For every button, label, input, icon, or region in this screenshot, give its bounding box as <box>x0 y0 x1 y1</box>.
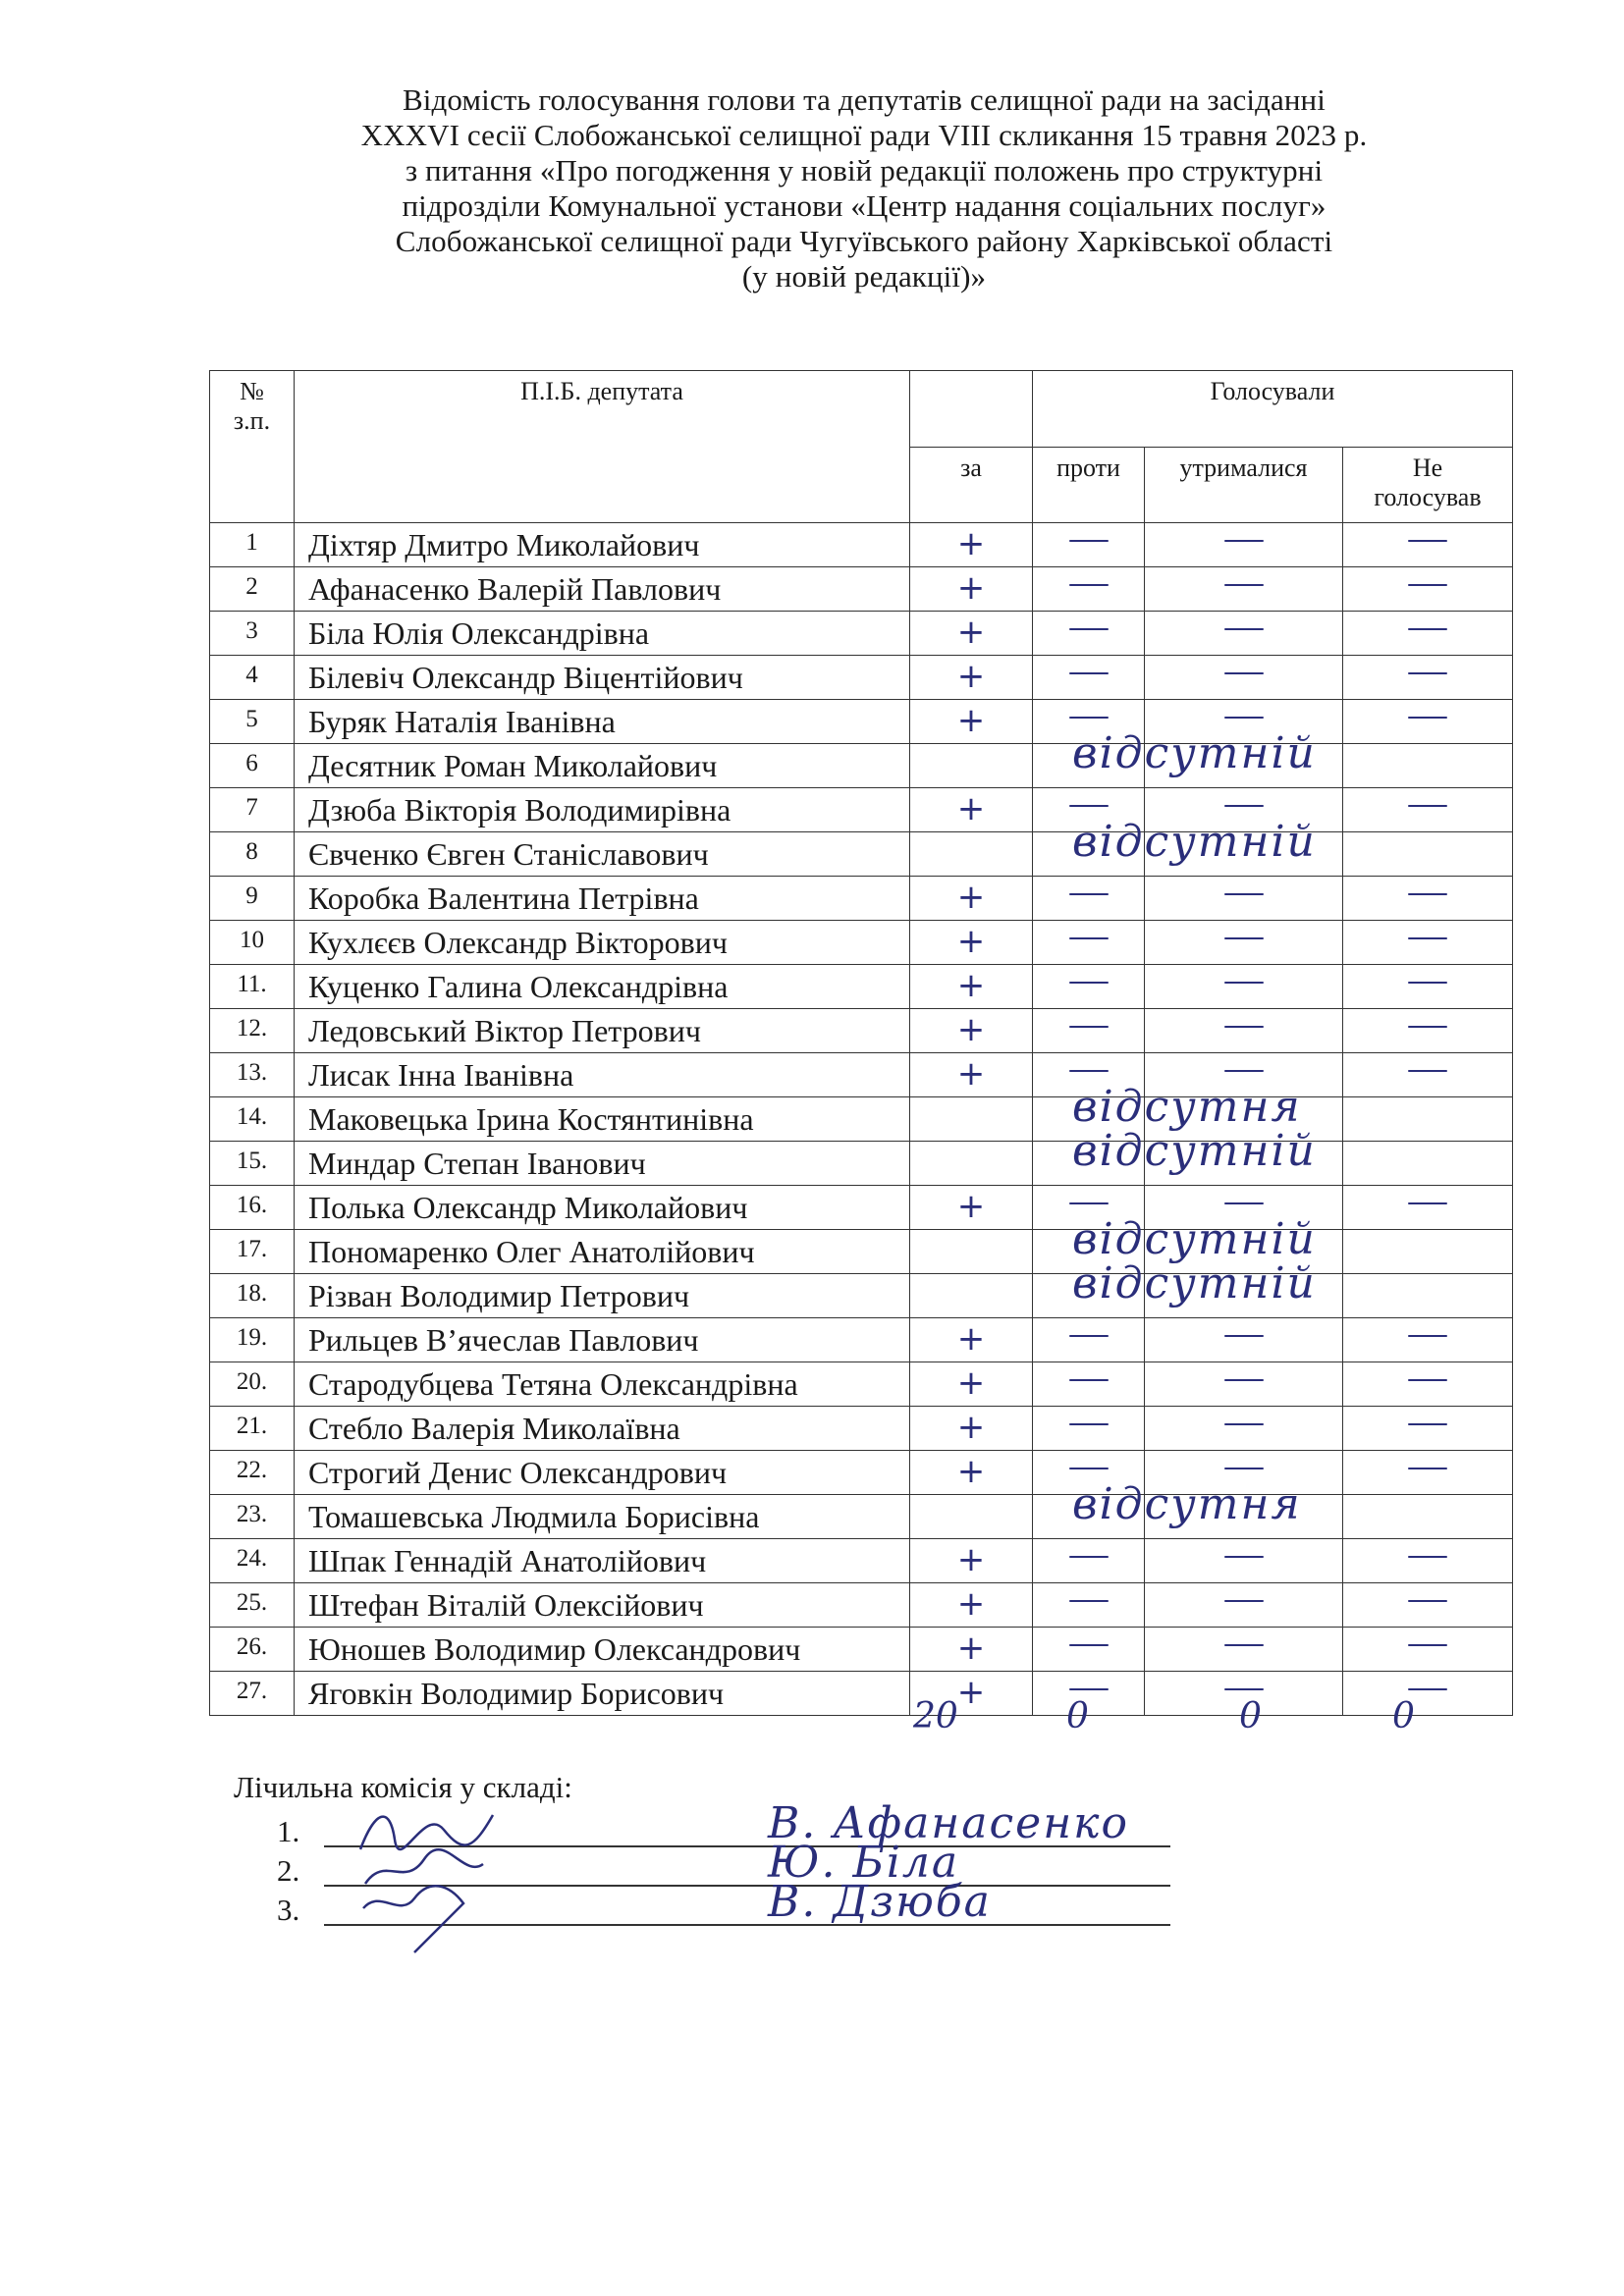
vote-abstained-cell <box>1145 1407 1343 1451</box>
row-number: 8 <box>210 832 295 877</box>
dash-mark <box>1069 1379 1109 1381</box>
vote-not-voted-cell <box>1343 1407 1513 1451</box>
deputy-name: Біла Юлія Олександрівна <box>295 612 910 656</box>
dash-mark <box>1224 1688 1264 1690</box>
deputy-name: Юношев Володимир Олександрович <box>295 1628 910 1672</box>
vote-against-cell <box>1033 1479 1302 1539</box>
dash-mark <box>1224 672 1264 674</box>
plus-mark: + <box>956 1452 986 1491</box>
vote-for-cell <box>910 788 1033 832</box>
deputy-name: Штефан Віталій Олексійович <box>295 1583 910 1628</box>
dash-mark <box>1069 1600 1109 1602</box>
dash-mark <box>1408 1468 1447 1469</box>
table-row <box>210 1628 1513 1672</box>
table-row <box>210 877 1513 921</box>
dash-mark <box>1224 717 1264 719</box>
vote-not-voted-cell <box>1343 700 1513 744</box>
vote-abstained-cell <box>1145 1628 1343 1672</box>
vote-not-voted-cell <box>1343 1583 1513 1628</box>
vote-for-cell <box>910 877 1033 921</box>
plus-mark: + <box>956 524 986 563</box>
dash-mark <box>1408 1070 1447 1072</box>
vote-for-cell <box>910 1407 1033 1451</box>
vote-not-voted-cell <box>1343 1274 1513 1318</box>
vote-for-cell <box>910 1186 1033 1230</box>
title-line-4: підрозділи Комунальної установи «Центр надання соціальних послуг» <box>402 188 1326 223</box>
row-number: 7 <box>210 788 295 832</box>
vote-abstained-cell <box>1145 1495 1343 1539</box>
vote-abstained-cell <box>1145 744 1343 788</box>
vote-for-cell <box>910 1628 1033 1672</box>
dash-mark <box>1069 1335 1109 1337</box>
deputy-name: Десятник Роман Миколайович <box>295 744 910 788</box>
absent-mark: відсутній <box>1072 1126 1317 1176</box>
row-number: 18. <box>210 1274 295 1318</box>
table-row <box>210 1451 1513 1495</box>
table-row <box>210 656 1513 700</box>
dash-mark <box>1224 1070 1264 1072</box>
vote-abstained-cell <box>1145 877 1343 921</box>
table-row <box>210 788 1513 832</box>
vote-for-cell <box>910 656 1033 700</box>
plus-mark: + <box>956 1010 986 1049</box>
row-number: 3 <box>210 612 295 656</box>
absent-mark: відсутній <box>1072 1258 1317 1308</box>
commission-member-name: Ю. Біла <box>768 1838 960 1888</box>
vote-not-voted-cell <box>1343 744 1513 788</box>
dash-mark <box>1408 628 1447 630</box>
header-against: проти <box>1033 448 1145 523</box>
vote-for-cell <box>910 1583 1033 1628</box>
total-for: 20 <box>913 1696 958 1736</box>
plus-mark: + <box>956 1673 986 1712</box>
vote-against-cell <box>1033 1628 1145 1672</box>
deputy-name: Рильцев В’ячеслав Павлович <box>295 1318 910 1362</box>
table-row <box>210 1274 1513 1318</box>
vote-not-voted-cell <box>1343 1672 1513 1716</box>
commission-num: 1. <box>277 1814 300 1848</box>
table-row <box>210 832 1513 877</box>
row-number: 22. <box>210 1451 295 1495</box>
vote-not-voted-cell <box>1343 1318 1513 1362</box>
plus-mark: + <box>956 878 986 917</box>
vote-against-cell <box>1033 1539 1145 1583</box>
row-number: 17. <box>210 1230 295 1274</box>
title-line-3: з питання «Про погодження у новій редакції положень про структурні <box>405 153 1324 187</box>
plus-mark: + <box>956 922 986 961</box>
vote-for-cell <box>910 1362 1033 1407</box>
deputy-name: Лисак Інна Іванівна <box>295 1053 910 1097</box>
vote-for-cell <box>910 965 1033 1009</box>
vote-not-voted-cell <box>1343 523 1513 567</box>
row-number: 13. <box>210 1053 295 1097</box>
row-number: 21. <box>210 1407 295 1451</box>
deputy-name: Буряк Наталія Іванівна <box>295 700 910 744</box>
row-number: 6 <box>210 744 295 788</box>
vote-for-cell <box>910 1495 1033 1539</box>
deputy-name: Томашевська Людмила Борисівна <box>295 1495 910 1539</box>
vote-not-voted-cell <box>1343 567 1513 612</box>
table-row <box>210 567 1513 612</box>
table-row <box>210 921 1513 965</box>
row-number: 20. <box>210 1362 295 1407</box>
vote-abstained-cell <box>1145 1142 1343 1186</box>
vote-against-cell <box>1033 1583 1145 1628</box>
absent-mark: відсутній <box>1072 817 1317 867</box>
table-row <box>210 700 1513 744</box>
vote-not-voted-cell <box>1343 1230 1513 1274</box>
vote-not-voted-cell <box>1343 1362 1513 1407</box>
vote-abstained-cell <box>1145 1539 1343 1583</box>
vote-for-cell <box>910 1274 1033 1318</box>
vote-for-cell <box>910 1097 1033 1142</box>
absent-mark: відсутня <box>1072 1479 1302 1529</box>
plus-mark: + <box>956 568 986 608</box>
vote-abstained-cell <box>1145 1318 1343 1362</box>
row-number: 9 <box>210 877 295 921</box>
table-row <box>210 612 1513 656</box>
dash-mark <box>1069 982 1109 984</box>
dash-mark <box>1408 1202 1447 1204</box>
table-row <box>210 1230 1513 1274</box>
absent-mark: відсутній <box>1072 728 1317 778</box>
vote-abstained-cell <box>1145 612 1343 656</box>
dash-mark <box>1069 1556 1109 1558</box>
title-line-2: XXXVI сесії Слобожанської селищної ради VIII скликання 15 травня 2023 р. <box>360 118 1368 152</box>
absent-mark: відсутня <box>1072 1082 1302 1132</box>
table-row <box>210 1539 1513 1583</box>
vote-abstained-cell <box>1145 1583 1343 1628</box>
dash-mark <box>1224 540 1264 542</box>
dash-mark <box>1224 893 1264 895</box>
dash-mark <box>1069 893 1109 895</box>
dash-mark <box>1224 1202 1264 1204</box>
vote-against-cell <box>1033 877 1145 921</box>
deputy-name: Маковецька Ірина Костянтинівна <box>295 1097 910 1142</box>
table-row <box>210 965 1513 1009</box>
total-against: 0 <box>1066 1696 1089 1736</box>
vote-against-cell <box>1033 921 1145 965</box>
deputy-name: Строгий Денис Олександрович <box>295 1451 910 1495</box>
plus-mark: + <box>956 613 986 652</box>
dash-mark <box>1408 1644 1447 1646</box>
vote-not-voted-cell <box>1343 877 1513 921</box>
row-number: 10 <box>210 921 295 965</box>
dash-mark <box>1224 1556 1264 1558</box>
commission-line <box>277 1877 1170 1932</box>
deputy-name: Дзюба Вікторія Володимирівна <box>295 788 910 832</box>
vote-for-cell <box>910 523 1033 567</box>
plus-mark: + <box>956 1363 986 1403</box>
row-number: 25. <box>210 1583 295 1628</box>
vote-not-voted-cell <box>1343 788 1513 832</box>
dash-mark <box>1224 1468 1264 1469</box>
dash-mark <box>1224 1026 1264 1028</box>
vote-for-cell <box>910 1539 1033 1583</box>
deputy-name: Миндар Степан Іванович <box>295 1142 910 1186</box>
vote-against-cell <box>1033 1009 1145 1053</box>
vote-not-voted-cell <box>1343 1097 1513 1142</box>
deputy-name: Діхтяр Дмитро Миколайович <box>295 523 910 567</box>
plus-mark: + <box>956 1408 986 1447</box>
vote-for-cell <box>910 1142 1033 1186</box>
dash-mark <box>1224 1335 1264 1337</box>
commission-title: Лічильна комісія у складі: <box>234 1770 572 1804</box>
dash-mark <box>1069 1688 1109 1690</box>
row-number: 23. <box>210 1495 295 1539</box>
header-num: № з.п. <box>210 371 295 523</box>
row-number: 2 <box>210 567 295 612</box>
dash-mark <box>1408 584 1447 586</box>
dash-mark <box>1069 1468 1109 1469</box>
title-line-6: (у новій редакції)» <box>741 259 987 294</box>
dash-mark <box>1408 1600 1447 1602</box>
row-number: 4 <box>210 656 295 700</box>
vote-not-voted-cell <box>1343 1053 1513 1097</box>
dash-mark <box>1069 672 1109 674</box>
plus-mark: + <box>956 1054 986 1094</box>
deputy-name: Полька Олександр Миколайович <box>295 1186 910 1230</box>
vote-against-cell <box>1033 567 1145 612</box>
vote-for-cell <box>910 921 1033 965</box>
plus-mark: + <box>956 966 986 1005</box>
dash-mark <box>1224 1600 1264 1602</box>
vote-not-voted-cell <box>1343 612 1513 656</box>
dash-mark <box>1069 1423 1109 1425</box>
row-number: 24. <box>210 1539 295 1583</box>
dash-mark <box>1069 1026 1109 1028</box>
row-number: 27. <box>210 1672 295 1716</box>
dash-mark <box>1069 628 1109 630</box>
vote-not-voted-cell <box>1343 1009 1513 1053</box>
deputy-name: Куценко Галина Олександрівна <box>295 965 910 1009</box>
plus-mark: + <box>956 657 986 696</box>
vote-against-cell <box>1033 1318 1145 1362</box>
vote-abstained-cell <box>1145 965 1343 1009</box>
deputy-name: Стебло Валерія Миколаївна <box>295 1407 910 1451</box>
row-number: 16. <box>210 1186 295 1230</box>
signature-scribble <box>355 1879 522 1957</box>
vote-against-cell <box>1033 1126 1317 1186</box>
vote-not-voted-cell <box>1343 1495 1513 1539</box>
row-number: 12. <box>210 1009 295 1053</box>
vote-not-voted-cell <box>1343 965 1513 1009</box>
vote-for-cell <box>910 1318 1033 1362</box>
table-row <box>210 1407 1513 1451</box>
deputy-name: Різван Володимир Петрович <box>295 1274 910 1318</box>
vote-against-cell <box>1033 523 1145 567</box>
commission-member-name: В. Дзюба <box>768 1877 992 1927</box>
deputy-name: Яговкін Володимир Борисович <box>295 1672 910 1716</box>
dash-mark <box>1224 805 1264 807</box>
dash-mark <box>1224 1644 1264 1646</box>
commission-num: 3. <box>277 1893 300 1927</box>
total-not-voted: 0 <box>1392 1696 1415 1736</box>
table-row <box>210 1142 1513 1186</box>
dash-mark <box>1408 540 1447 542</box>
header-not-voted: Не голосував <box>1343 448 1513 523</box>
vote-abstained-cell <box>1145 656 1343 700</box>
table-row <box>210 523 1513 567</box>
table-row <box>210 1583 1513 1628</box>
dash-mark <box>1224 1379 1264 1381</box>
vote-abstained-cell <box>1145 921 1343 965</box>
row-number: 11. <box>210 965 295 1009</box>
table-row <box>210 1186 1513 1230</box>
vote-abstained-cell <box>1145 832 1343 877</box>
table-row <box>210 1362 1513 1407</box>
table-row <box>210 1097 1513 1142</box>
table-row <box>210 1053 1513 1097</box>
vote-not-voted-cell <box>1343 1451 1513 1495</box>
deputy-name: Білевіч Олександр Віцентійович <box>295 656 910 700</box>
dash-mark <box>1069 805 1109 807</box>
vote-for-cell <box>910 1230 1033 1274</box>
vote-abstained-cell <box>1145 1362 1343 1407</box>
vote-for-cell <box>910 744 1033 788</box>
dash-mark <box>1408 937 1447 939</box>
dash-mark <box>1408 1423 1447 1425</box>
deputy-name: Афанасенко Валерій Павлович <box>295 567 910 612</box>
vote-not-voted-cell <box>1343 832 1513 877</box>
dash-mark <box>1069 937 1109 939</box>
vote-abstained-cell <box>1145 1274 1343 1318</box>
plus-mark: + <box>956 701 986 740</box>
plus-mark: + <box>956 1629 986 1668</box>
dash-mark <box>1408 893 1447 895</box>
vote-not-voted-cell <box>1343 1628 1513 1672</box>
dash-mark <box>1408 672 1447 674</box>
deputy-name: Стародубцева Тетяна Олександрівна <box>295 1362 910 1407</box>
vote-not-voted-cell <box>1343 1186 1513 1230</box>
dash-mark <box>1408 805 1447 807</box>
plus-mark: + <box>956 789 986 828</box>
row-number: 26. <box>210 1628 295 1672</box>
vote-for-cell <box>910 1451 1033 1495</box>
vote-against-cell <box>1033 728 1317 788</box>
absent-mark: відсутній <box>1072 1214 1317 1264</box>
vote-for-cell <box>910 1053 1033 1097</box>
dash-mark <box>1224 628 1264 630</box>
vote-against-cell <box>1033 1258 1317 1318</box>
commission-member-name: В. Афанасенко <box>768 1798 1129 1848</box>
vote-for-cell <box>910 567 1033 612</box>
deputy-name: Коробка Валентина Петрівна <box>295 877 910 921</box>
vote-against-cell <box>1033 965 1145 1009</box>
vote-table <box>209 370 1513 1716</box>
dash-mark <box>1069 584 1109 586</box>
commission-num: 2. <box>277 1853 300 1888</box>
dash-mark <box>1408 1026 1447 1028</box>
row-number: 19. <box>210 1318 295 1362</box>
header-abstained: утрималися <box>1145 448 1343 523</box>
header-voted: Голосували <box>1033 371 1513 448</box>
vote-not-voted-cell <box>1343 1539 1513 1583</box>
vote-for-cell <box>910 1009 1033 1053</box>
vote-against-cell <box>1033 612 1145 656</box>
vote-against-cell <box>1033 817 1317 877</box>
row-number: 15. <box>210 1142 295 1186</box>
deputy-name: Ледовський Віктор Петрович <box>295 1009 910 1053</box>
header-empty <box>910 371 1033 448</box>
dash-mark <box>1069 1070 1109 1072</box>
dash-mark <box>1408 1379 1447 1381</box>
dash-mark <box>1408 717 1447 719</box>
signature-mark <box>355 1879 522 1967</box>
vote-not-voted-cell <box>1343 921 1513 965</box>
vote-against-cell <box>1033 1407 1145 1451</box>
dash-mark <box>1408 1556 1447 1558</box>
vote-not-voted-cell <box>1343 656 1513 700</box>
vote-abstained-cell <box>1145 523 1343 567</box>
page-title <box>177 82 1551 294</box>
table-row <box>210 744 1513 788</box>
dash-mark <box>1224 937 1264 939</box>
header-name: П.І.Б. депутата <box>295 371 910 523</box>
table-row <box>210 1672 1513 1716</box>
title-line-1: Відомість голосування голови та депутатів селищної ради на засіданні <box>403 82 1326 117</box>
vote-not-voted-cell <box>1343 1142 1513 1186</box>
deputy-name: Євченко Євген Станіславович <box>295 832 910 877</box>
vote-against-cell <box>1033 656 1145 700</box>
dash-mark <box>1408 1335 1447 1337</box>
table-row <box>210 1318 1513 1362</box>
vote-abstained-cell <box>1145 567 1343 612</box>
deputy-name: Шпак Геннадій Анатолійович <box>295 1539 910 1583</box>
vote-abstained-cell <box>1145 1009 1343 1053</box>
plus-mark: + <box>956 1319 986 1359</box>
title-line-5: Слобожанської селищної ради Чугуївського району Харківської області <box>395 224 1333 258</box>
table-row <box>210 1495 1513 1539</box>
total-abstained: 0 <box>1239 1696 1262 1736</box>
vote-for-cell <box>910 700 1033 744</box>
deputy-name: Пономаренко Олег Анатолійович <box>295 1230 910 1274</box>
vote-for-cell <box>910 832 1033 877</box>
dash-mark <box>1224 1423 1264 1425</box>
vote-for-cell <box>910 612 1033 656</box>
row-number: 14. <box>210 1097 295 1142</box>
deputy-name: Кухлєєв Олександр Вікторович <box>295 921 910 965</box>
plus-mark: + <box>956 1187 986 1226</box>
dash-mark <box>1408 1688 1447 1690</box>
dash-mark <box>1069 1644 1109 1646</box>
dash-mark <box>1224 584 1264 586</box>
plus-mark: + <box>956 1540 986 1579</box>
vote-rows <box>210 523 1513 1716</box>
dash-mark <box>1069 540 1109 542</box>
dash-mark <box>1224 982 1264 984</box>
vote-against-cell <box>1033 1362 1145 1407</box>
dash-mark <box>1069 1202 1109 1204</box>
dash-mark <box>1069 717 1109 719</box>
row-number: 1 <box>210 523 295 567</box>
row-number: 5 <box>210 700 295 744</box>
dash-mark <box>1408 982 1447 984</box>
plus-mark: + <box>956 1584 986 1624</box>
header-for: за <box>910 448 1033 523</box>
table-row <box>210 1009 1513 1053</box>
